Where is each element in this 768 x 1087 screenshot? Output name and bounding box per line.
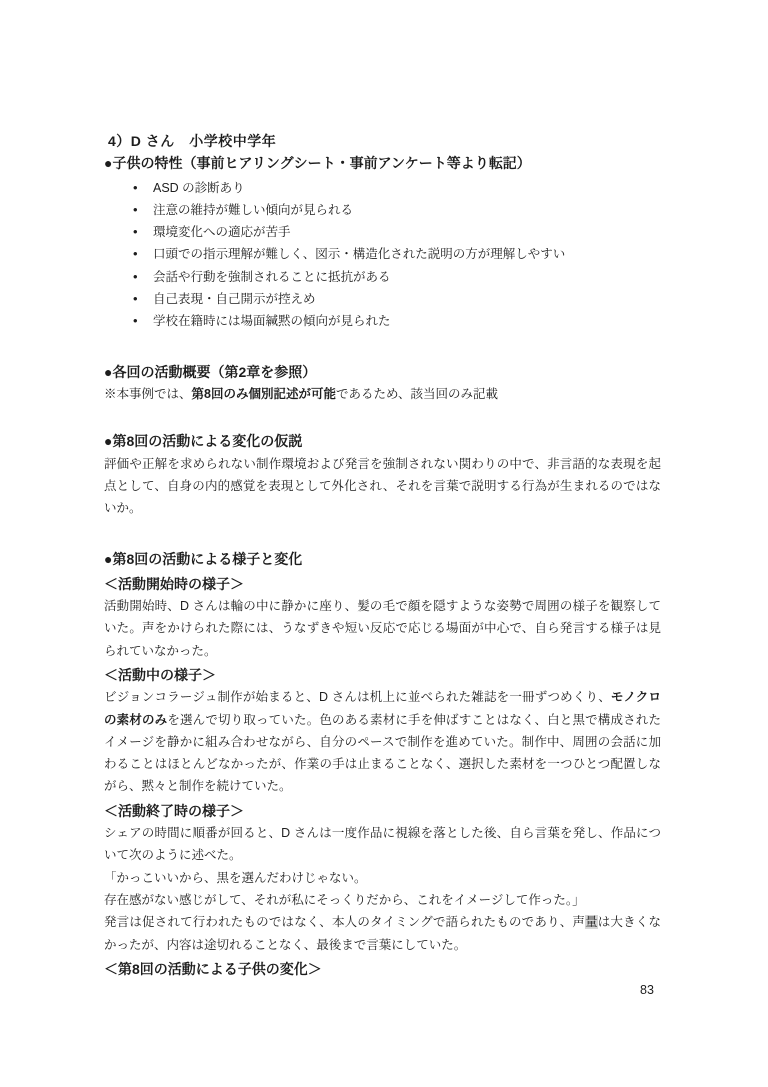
activity-end-quote-2: 存在感がない感じがして、それが私にそっくりだから、これをイメージして作った。」 bbox=[104, 892, 585, 907]
bullet-item: • 会話や行動を強制されることに抵抗がある bbox=[153, 266, 661, 288]
section-changes bbox=[104, 548, 661, 980]
bullet-item: • 口頭での指示理解が難しく、図示・構造化された説明の方が理解しやすい bbox=[153, 243, 661, 265]
bullet-item: • 注意の維持が難しい傾向が見られる bbox=[153, 199, 661, 221]
activity-start-heading: ＜活動開始時の様子＞ bbox=[104, 575, 244, 592]
page-number: 83 bbox=[640, 983, 654, 997]
subsection-child-change bbox=[104, 958, 661, 980]
bullet-item: • 環境変化への適応が苦手 bbox=[153, 221, 661, 243]
overview-heading: ●各回の活動概要（第2章を参照） bbox=[104, 363, 317, 380]
activity-end-para-2: 発言は促されて行われたものではなく、本人のタイミングで語られたものであり、声量は大きくなかったが、内容は途切れることなく、最後まで言葉にしていた。 bbox=[104, 915, 661, 952]
activity-end-para-1: シェアの時間に順番が回ると、D さんは一度作品に視線を落とした後、自ら言葉を発し、作品について次のように述べた。 bbox=[104, 826, 661, 863]
activity-during-body: ビジョンコラージュ制作が始まると、D さんは机上に並べられた雑誌を一冊ずつめくり、モノクロの素材のみを選んで切り取っていた。色のある素材に手を伸ばすことはなく、白と黒で構成されたイメージを静かに組み合わせながら、自分のペースで制作を進めていた。制作中、周囲の会話に加わることはほとんどなかったが、作業の手は止まることなく、選択した素材を一つひとつ配置しながら、黙々と制作を続けていた。 bbox=[104, 690, 661, 794]
activity-start-body: 活動開始時、D さんは輪の中に静かに座り、髪の毛で顔を隠すような姿勢で周囲の様子を観察していた。声をかけられた際には、うなずきや短い反応で応じる場面が中心で、自ら発言する様子は見られていなかった。 bbox=[104, 599, 661, 658]
page-content bbox=[104, 130, 661, 980]
hypothesis-body: 評価や正解を求められない制作環境および発言を強制されない関わりの中で、非言語的な表現を起点として、自身の内的感覚を表現として外化され、それを言葉で説明する行為が生まれるのではないか。 bbox=[104, 456, 661, 516]
changes-heading: ●第8回の活動による様子と変化 bbox=[104, 551, 303, 568]
subsection-activity-start bbox=[104, 573, 661, 662]
section-hypothesis bbox=[104, 430, 661, 519]
bullet-item: • ASD の診断あり bbox=[153, 177, 661, 199]
section-characteristics bbox=[104, 152, 661, 332]
bullet-item: • 学校在籍時には場面緘黙の傾向が見られた bbox=[153, 310, 661, 332]
hypothesis-heading: ●第8回の活動による変化の仮説 bbox=[104, 433, 303, 450]
activity-during-heading: ＜活動中の様子＞ bbox=[104, 666, 216, 683]
section-overview bbox=[104, 361, 661, 406]
bullet-item: • 自己表現・自己開示が控えめ bbox=[153, 288, 661, 310]
child-change-heading: ＜第8回の活動による子供の変化＞ bbox=[104, 960, 322, 977]
subsection-activity-end bbox=[104, 800, 661, 956]
characteristics-heading: ●子供の特性（事前ヒアリングシート・事前アンケート等より転記） bbox=[104, 155, 531, 172]
characteristics-bullet-list bbox=[104, 177, 661, 333]
page-title: 4）D さん 小学校中学年 bbox=[108, 133, 277, 149]
overview-note: ※本事例では、第8回のみ個別記述が可能であるため、該当回のみ記載 bbox=[104, 386, 498, 401]
activity-end-heading: ＜活動終了時の様子＞ bbox=[104, 802, 244, 819]
subsection-activity-during bbox=[104, 664, 661, 798]
activity-end-quote-1: 「かっこいいから、黒を選んだわけじゃない。 bbox=[104, 870, 367, 885]
